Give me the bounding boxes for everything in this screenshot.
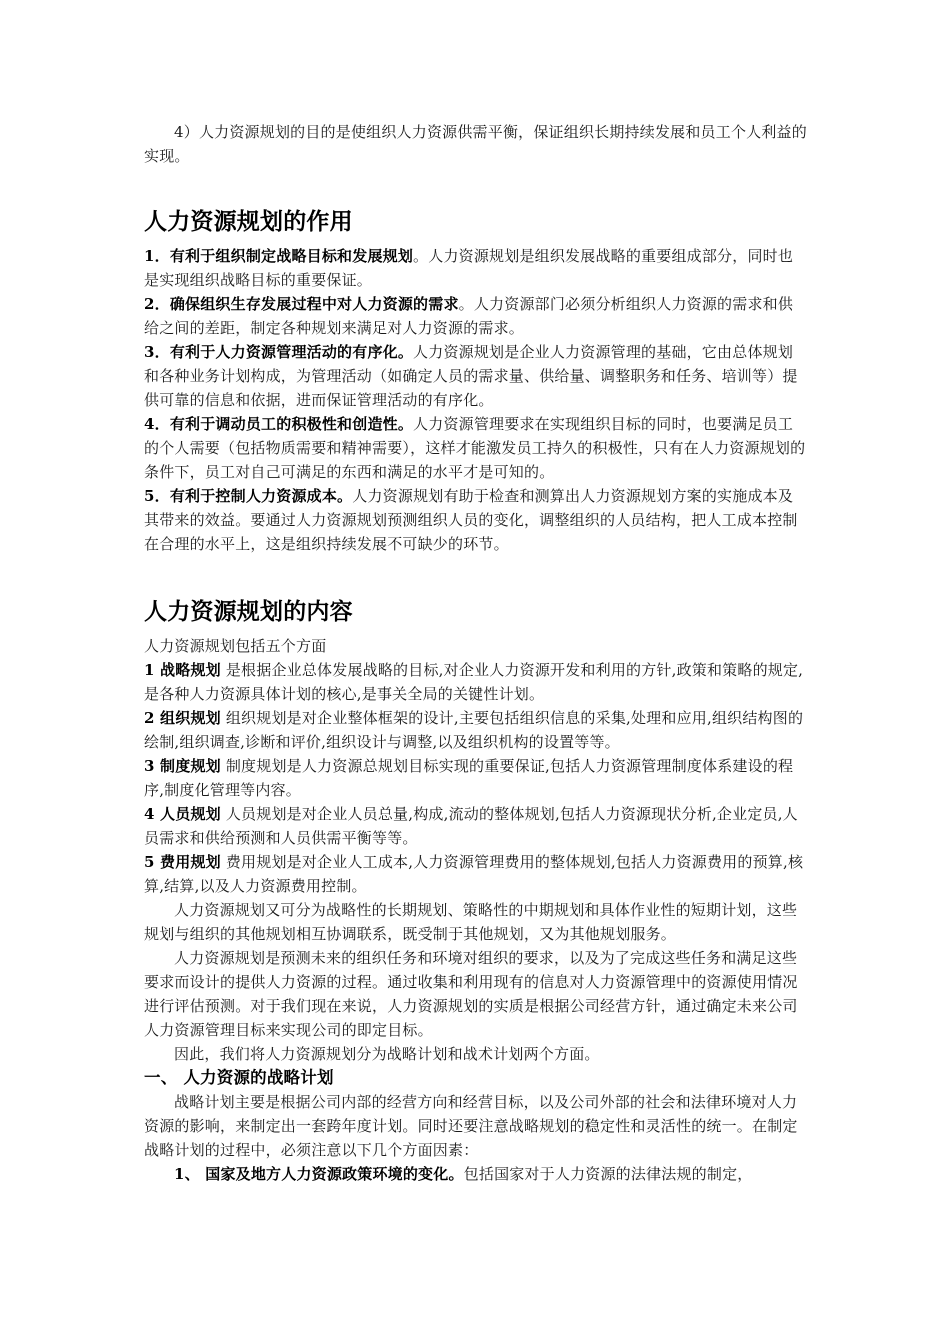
content-item-3-text: 制度规划是人力资源总规划目标实现的重要保证,包括人力资源管理制度体系建设的程序,制度化管理等内容。 xyxy=(144,757,794,799)
role-item-5-title: 5．有利于控制人力资源成本。 xyxy=(144,487,353,505)
role-item-1-text: 。人力资源规划是组织发展战略的重要组成部分，同时也是实现组织战略目标的重要保证。 xyxy=(144,247,794,289)
content-item-5 xyxy=(144,850,808,898)
role-item-1-title: 1．有利于组织制定战略目标和发展规划 xyxy=(144,247,414,265)
document-page xyxy=(144,120,808,1186)
role-item-4-text: 人力资源管理要求在实现组织目标的同时，也要满足员工的个人需要（包括物质需要和精神需要），这样才能激发员工持久的积极性，只有在人力资源规划的条件下，员工对自己可满足的东西和满足的水平才是可知的。 xyxy=(144,415,806,481)
content-paragraph-2: 人力资源规划是预测未来的组织任务和环境对组织的要求，以及为了完成这些任务和满足这些要求而设计的提供人力资源的过程。通过收集和利用现有的信息对人力资源管理中的资源使用情况进行评估预测。对于我们现在来说，人力资源规划的实质是根据公司经营方针，通过确定未来公司人力资源管理目标来实现公司的即定目标。 xyxy=(144,949,798,1039)
content-item-2-title: 2 组织规划 xyxy=(144,709,221,727)
role-item-5 xyxy=(144,484,808,556)
strategy-item-1 xyxy=(144,1162,808,1186)
strategy-item-1-title: 1、 国家及地方人力资源政策环境的变化。 xyxy=(174,1165,464,1183)
role-item-3 xyxy=(144,340,808,412)
content-item-5-text: 费用规划是对企业人工成本,人力资源管理费用的整体规划,包括人力资源费用的预算,核算,结算,以及人力资源费用控制。 xyxy=(144,853,804,895)
role-item-4 xyxy=(144,412,808,484)
role-heading: 人力资源规划的作用 xyxy=(144,209,353,235)
strategy-paragraph: 战略计划主要是根据公司内部的经营方向和经营目标，以及公司外部的社会和法律环境对人力资源的影响，来制定出一套跨年度计划。同时还要注意战略规划的稳定性和灵活性的统一。在制定战略计划的过程中，必须注意以下几个方面因素： xyxy=(144,1093,798,1159)
content-item-1-title: 1 战略规划 xyxy=(144,661,221,679)
content-item-5-title: 5 费用规划 xyxy=(144,853,221,871)
strategy-heading: 一、 人力资源的战略计划 xyxy=(144,1068,334,1087)
role-item-1 xyxy=(144,244,808,292)
content-item-4 xyxy=(144,802,808,850)
role-item-2 xyxy=(144,292,808,340)
content-item-4-text: 人员规划是对企业人员总量,构成,流动的整体规划,包括人力资源现状分析,企业定员,人员需求和供给预测和人员供需平衡等等。 xyxy=(144,805,798,847)
content-item-4-title: 4 人员规划 xyxy=(144,805,221,823)
content-paragraph-1: 人力资源规划又可分为战略性的长期规划、策略性的中期规划和具体作业性的短期计划，这些规划与组织的其他规划相互协调联系，既受制于其他规划，又为其他规划服务。 xyxy=(144,901,798,943)
content-item-1-text: 是根据企业总体发展战略的目标,对企业人力资源开发和利用的方针,政策和策略的规定,是各种人力资源具体计划的核心,是事关全局的关键性计划。 xyxy=(144,661,804,703)
content-heading: 人力资源规划的内容 xyxy=(144,599,353,625)
role-item-3-title: 3．有利于人力资源管理活动的有序化。 xyxy=(144,343,414,361)
role-item-2-text: 。人力资源部门必须分析组织人力资源的需求和供给之间的差距，制定各种规划来满足对人力资源的需求。 xyxy=(144,295,794,337)
content-lead: 人力资源规划包括五个方面 xyxy=(144,637,327,655)
role-item-2-title: 2．确保组织生存发展过程中对人力资源的需求 xyxy=(144,295,459,313)
content-item-1 xyxy=(144,658,808,706)
strategy-item-1-text: 包括国家对于人力资源的法律法规的制定， xyxy=(463,1165,753,1183)
content-item-3 xyxy=(144,754,808,802)
content-paragraph-3: 因此，我们将人力资源规划分为战略计划和战术计划两个方面。 xyxy=(174,1045,600,1063)
content-item-2-text: 组织规划是对企业整体框架的设计,主要包括组织信息的采集,处理和应用,组织结构图的绘制,组织调查,诊断和评价,组织设计与调整,以及组织机构的设置等等。 xyxy=(144,709,804,751)
role-item-4-title: 4．有利于调动员工的积极性和创造性。 xyxy=(144,415,414,433)
intro-point-4: 4）人力资源规划的目的是使组织人力资源供需平衡，保证组织长期持续发展和员工个人利益的实现。 xyxy=(144,123,807,165)
role-item-5-text: 人力资源规划有助于检查和测算出人力资源规划方案的实施成本及其带来的效益。要通过人力资源规划预测组织人员的变化，调整组织的人员结构，把人工成本控制在合理的水平上，这是组织持续发展不可缺少的环节。 xyxy=(144,487,798,553)
role-item-3-text: 人力资源规划是企业人力资源管理的基础，它由总体规划和各种业务计划构成，为管理活动（如确定人员的需求量、供给量、调整职务和任务、培训等）提供可靠的信息和依据，进而保证管理活动的有序化。 xyxy=(144,343,798,409)
content-item-2 xyxy=(144,706,808,754)
content-item-3-title: 3 制度规划 xyxy=(144,757,221,775)
